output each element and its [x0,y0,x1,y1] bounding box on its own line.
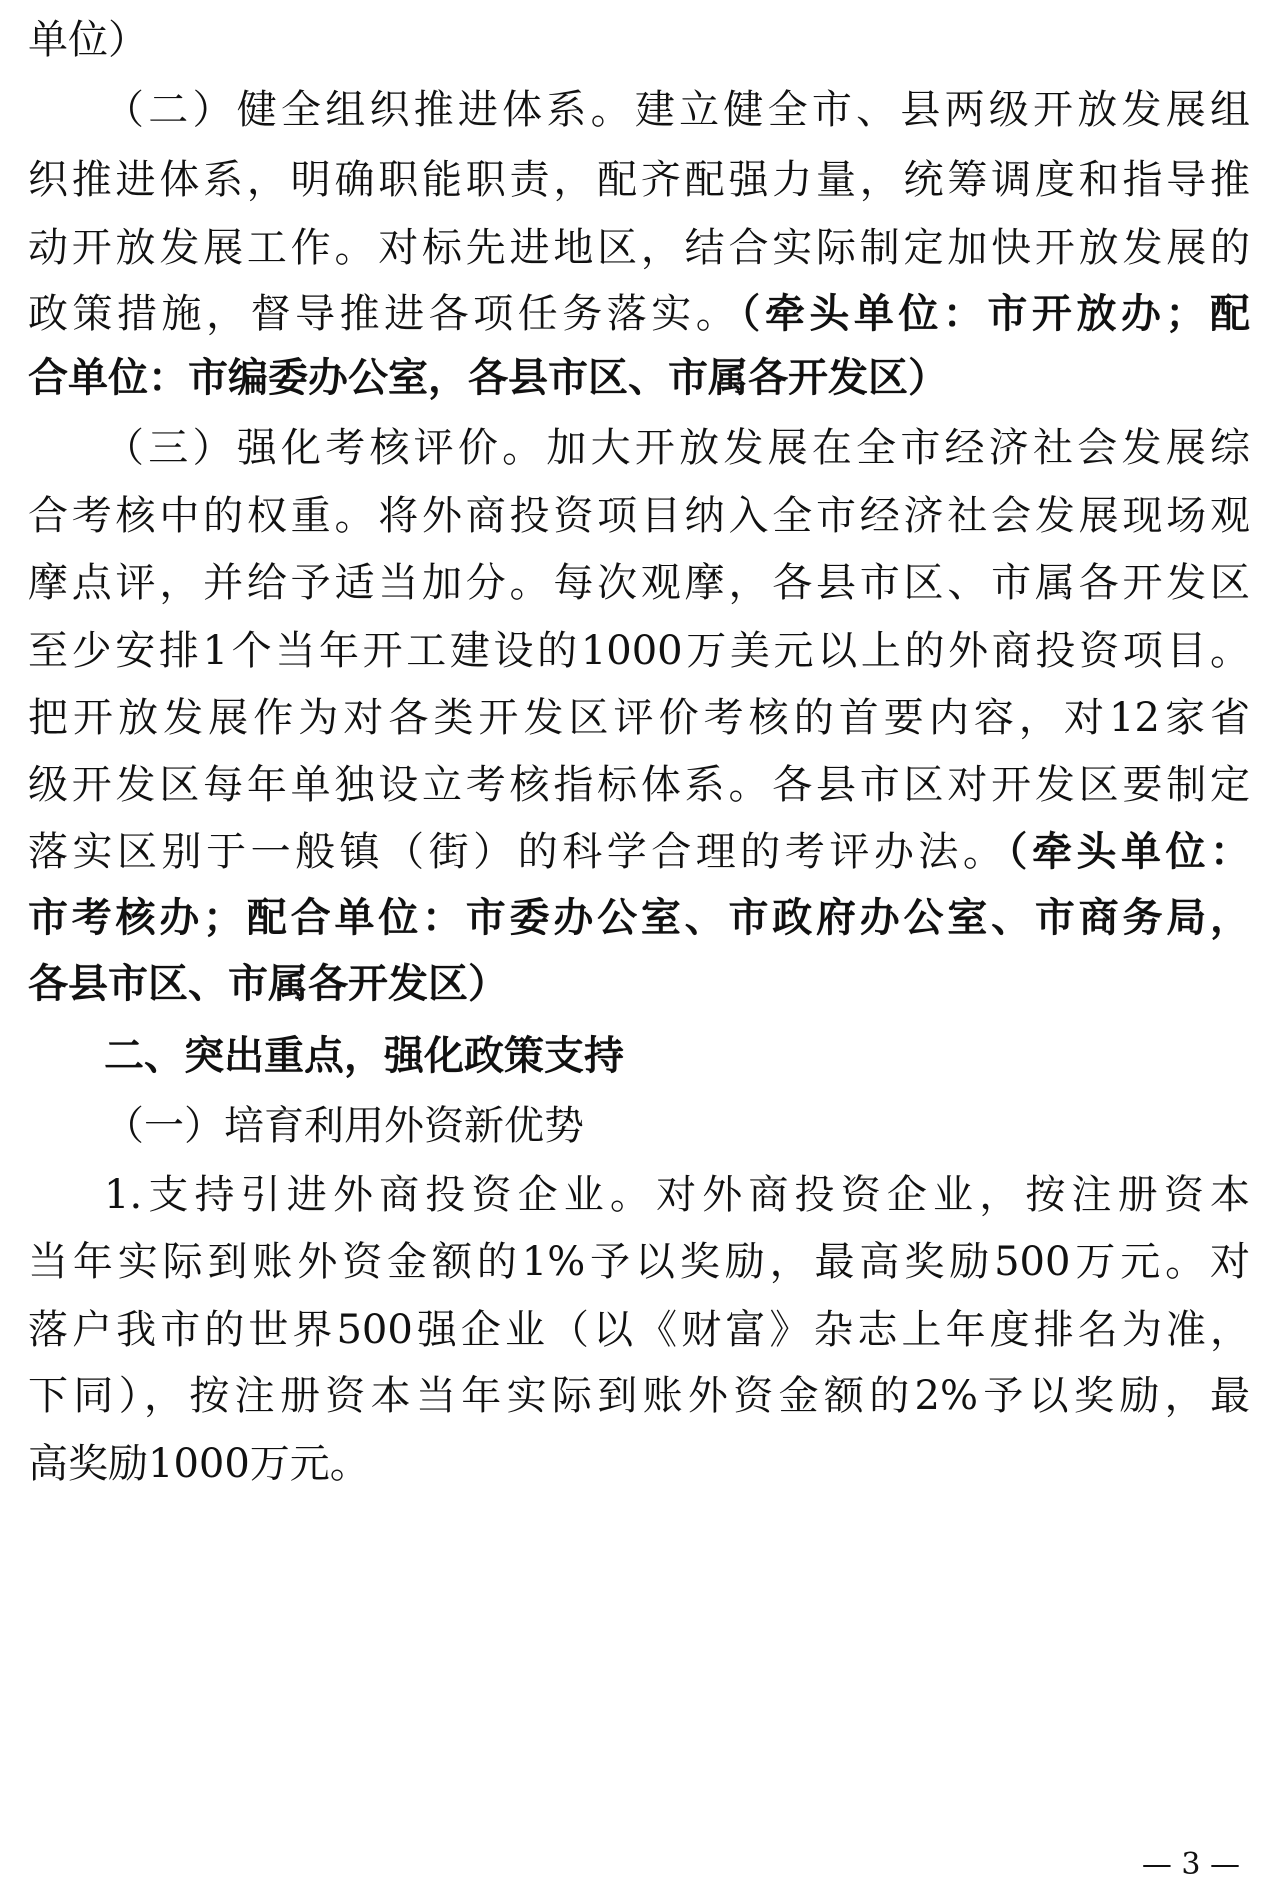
paragraph-line: 至少安排1个当年开工建设的1000万美元以上的外商投资项目。 [28,628,1250,674]
paragraph-line: 1.支持引进外商投资企业。对外商投资企业，按注册资本 [104,1172,1250,1218]
paragraph-line: 市考核办；配合单位：市委办公室、市政府办公室、市商务局， [28,895,1250,941]
section-heading: 二、突出重点，强化政策支持 [104,1033,624,1079]
paragraph-line: 各县市区、市属各开发区） [28,961,508,1007]
paragraph-line: 当年实际到账外资金额的1%予以奖励，最高奖励500万元。对 [28,1239,1250,1285]
lead-unit-note: （牵头单位： [1007,829,1251,875]
page-number: — 3 — [1141,1847,1240,1882]
paragraph-line: （二）健全组织推进体系。建立健全市、县两级开放发展组 [104,87,1250,133]
paragraph-line: 织推进体系，明确职能职责，配齐配强力量，统筹调度和指导推 [28,157,1250,203]
paragraph-line: 摩点评，并给予适当加分。每次观摩，各县市区、市属各开发区 [28,560,1250,606]
paragraph-line: 合考核中的权重。将外商投资项目纳入全市经济社会发展现场观 [28,493,1250,539]
paragraph-line: 级开发区每年单独设立考核指标体系。各县市区对开发区要制定 [28,762,1250,808]
paragraph-line: 高奖励1000万元。 [28,1441,370,1487]
paragraph-line: 落实区别于一般镇（街）的科学合理的考评办法。（牵头单位： [28,829,1251,875]
paragraph-line: 合单位：市编委办公室，各县市区、市属各开发区） [28,355,948,401]
subsection-heading: （一）培育利用外资新优势 [104,1103,584,1149]
paragraph-line: 政策措施，督导推进各项任务落实。（牵头单位：市开放办；配 [28,291,1251,337]
paragraph-line: 下同），按注册资本当年实际到账外资金额的2%予以奖励，最 [28,1373,1250,1419]
paragraph-line: 落户我市的世界500强企业（以《财富》杂志上年度排名为准， [28,1307,1250,1353]
lead-unit-note: （牵头单位：市开放办；配 [740,291,1251,337]
paragraph-line: 单位） [28,17,148,63]
paragraph-line: 把开放发展作为对各类开发区评价考核的首要内容，对12家省 [28,695,1250,741]
paragraph-line: （三）强化考核评价。加大开放发展在全市经济社会发展综 [104,425,1250,471]
paragraph-line: 动开放发展工作。对标先进地区，结合实际制定加快开放发展的 [28,225,1250,271]
